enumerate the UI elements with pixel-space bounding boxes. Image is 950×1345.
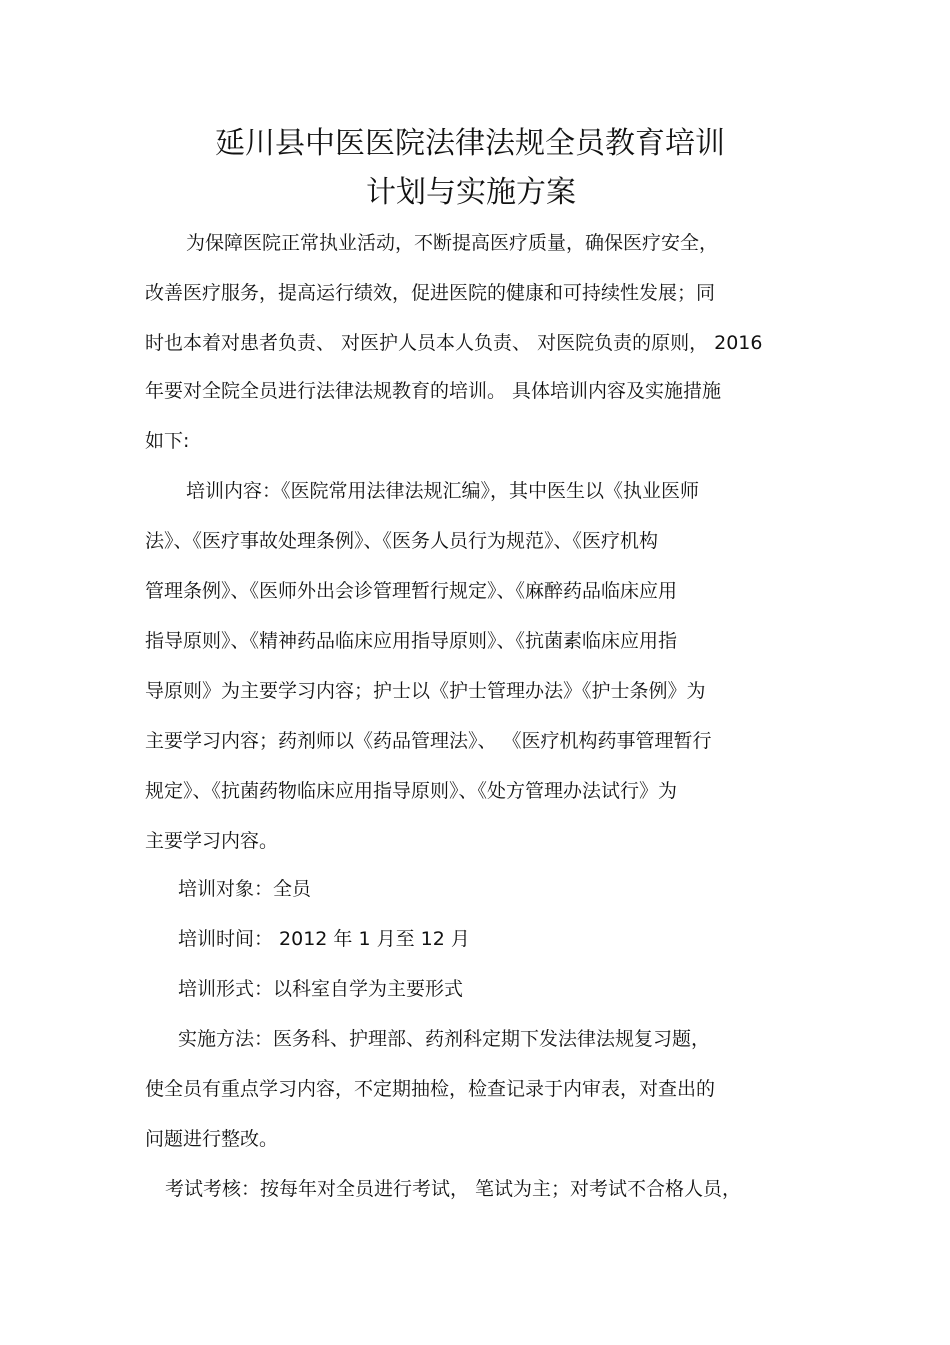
- document-title-line-1: 延川县中医医院法律法规全员教育培训: [215, 126, 725, 161]
- paragraph-purpose-line: 如下:: [145, 430, 190, 452]
- training-format-line: 培训形式：以科室自学为主要形式: [178, 978, 464, 1000]
- paragraph-training-content-line: 导原则》为主要学习内容；护士以《护士管理办法》《护士条例》为: [145, 680, 706, 702]
- document-title-line-2: 计划与实施方案: [366, 175, 576, 210]
- paragraph-purpose-line: 时也本着对患者负责、 对医护人员本人负责、 对医院负责的原则， 2016: [145, 332, 763, 354]
- paragraph-purpose-line: 年要对全院全员进行法律法规教育的培训。 具体培训内容及实施措施: [145, 380, 722, 402]
- paragraph-training-content-line: 法》、《医疗事故处理条例》、《医务人员行为规范》、《医疗机构: [145, 530, 659, 552]
- paragraph-training-content-line: 规定》、《抗菌药物临床应用指导原则》、《处方管理办法试行》为: [145, 780, 678, 802]
- paragraph-training-content-line: 主要学习内容。: [145, 830, 279, 852]
- exam-assessment-line: 考试考核：按每年对全员进行考试， 笔试为主；对考试不合格人员，: [165, 1178, 742, 1200]
- paragraph-training-content-line: 培训内容：《医院常用法律法规汇编》，其中医生以《执业医师: [186, 480, 700, 502]
- paragraph-training-content-line: 管理条例》、《医师外出会诊管理暂行规定》、《麻醉药品临床应用: [145, 580, 678, 602]
- implementation-method-line: 使全员有重点学习内容，不定期抽检，检查记录于内审表，对查出的: [145, 1078, 716, 1100]
- paragraph-purpose-line: 改善医疗服务，提高运行绩效，促进医院的健康和可持续性发展；同: [145, 282, 716, 304]
- paragraph-purpose-line: 为保障医院正常执业活动，不断提高医疗质量，确保医疗安全，: [186, 232, 719, 254]
- training-audience-line: 培训对象：全员: [178, 878, 312, 900]
- paragraph-training-content-line: 指导原则》、《精神药品临床应用指导原则》、《抗菌素临床应用指: [145, 630, 678, 652]
- implementation-method-line: 问题进行整改。: [145, 1128, 279, 1150]
- implementation-method-line: 实施方法：医务科、护理部、药剂科定期下发法律法规复习题，: [178, 1028, 711, 1050]
- training-time-line: 培训时间： 2012 年 1 月至 12 月: [178, 928, 470, 950]
- paragraph-training-content-line: 主要学习内容；药剂师以《药品管理法》、 《医疗机构药事管理暂行: [145, 730, 712, 752]
